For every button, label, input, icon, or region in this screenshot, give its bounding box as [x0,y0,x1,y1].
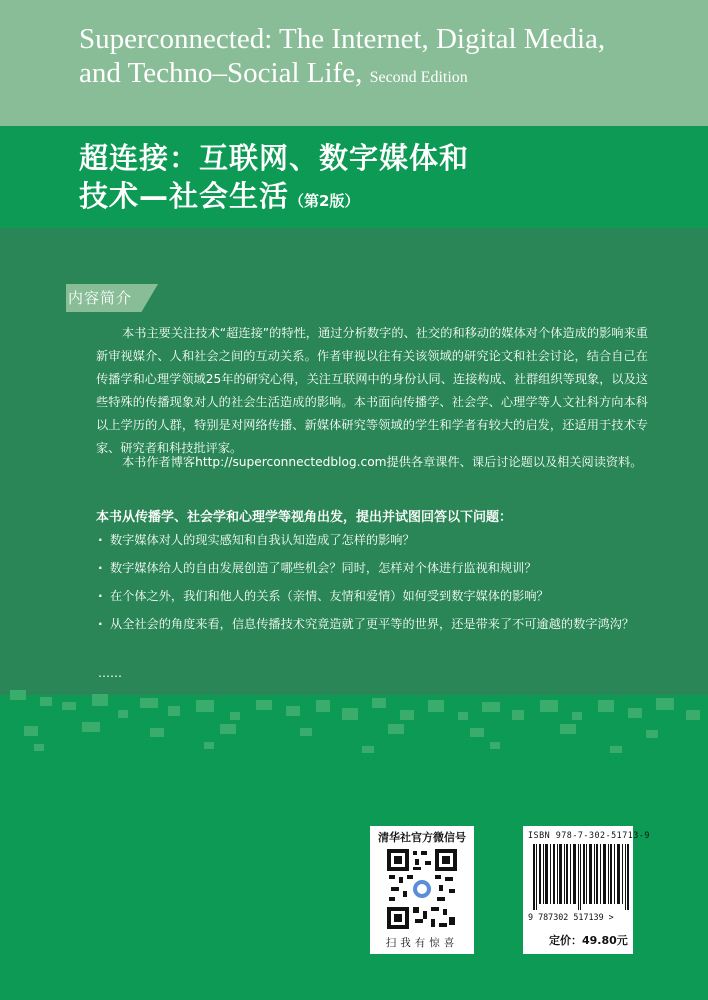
square-decoration [168,706,180,716]
square-decoration [300,728,312,736]
square-decoration [92,694,108,706]
square-decoration [140,698,158,708]
square-decoration [118,710,128,718]
question-item: · 数字媒体给人的自由发展创造了哪些机会？同时，怎样对个体进行监视和规训？ [96,556,648,580]
chinese-title-line2 [79,177,469,220]
square-decoration [230,712,240,720]
square-decoration [686,710,700,720]
english-edition: Second Edition [369,69,468,86]
square-decoration [82,722,100,732]
square-decoration [150,728,164,737]
qr-title: 清华社官方微信号 [378,831,466,844]
square-decoration [482,702,500,712]
square-decoration [34,744,44,751]
price-text: 定价：49.80元 [549,934,628,947]
square-decoration [490,742,500,749]
square-decoration [540,700,558,712]
question-item: · 在个体之外，我们和他人的关系（亲情、友情和爱情）如何受到数字媒体的影响？ [96,584,648,608]
english-title [79,22,699,95]
square-decoration [512,710,524,720]
square-decoration [388,724,404,734]
square-decoration [400,710,414,720]
square-decoration [204,742,214,749]
square-decoration [610,746,622,753]
square-decoration [372,698,386,708]
square-decoration [628,708,642,718]
square-decoration [256,700,272,710]
square-decoration [220,724,236,734]
english-title-line2-text: and Techno–Social Life, [79,57,363,89]
square-decoration [656,698,674,710]
square-decoration [40,697,52,706]
isbn-text: ISBN 978-7-302-51713-9 [528,830,650,840]
qr-caption: 扫我有惊喜 [385,937,459,949]
square-decoration [458,712,468,720]
square-decoration [598,700,614,712]
square-decoration [428,700,444,712]
questions-list [96,528,648,640]
square-decoration [10,690,26,700]
square-decoration [342,708,358,720]
barcode-icon [533,844,629,910]
chinese-title [79,139,469,220]
square-decoration [560,724,576,734]
square-decoration [62,702,76,710]
square-decoration [286,706,300,716]
chinese-edition: （第2版） [289,192,360,210]
intro-paragraph: 本书主要关注技术“超连接”的特性，通过分析数字的、社交的和移动的媒体对个体造成的影响来重新审视媒介、人和社会之间的互动关系。作者审视以往有关该领域的研究论文和社会讨论，结合自己在传播学和心理学领域25年的研究心得，关注互联网中的身份认同、连接构成、社群组织等现象，以及这些特殊的传播现象对人的社会生活造成的影响。本书面向传播学、社会学、心理学等人文社科方向本科以上学历的人群，特别是对网络传播、新媒体研究等领域的学生和学者有较大的启发，还适用于技术专家、研究者和科技批评家。 [96,326,648,455]
question-item: · 数字媒体对人的现实感知和自我认知造成了怎样的影响？ [96,528,648,552]
square-decoration [646,730,658,738]
english-title-line1: Superconnected: The Internet, Digital Media, [79,23,606,55]
square-decoration [24,726,38,736]
chinese-title-line1: 超连接：互联网、数字媒体和 [79,141,470,175]
section-label: 内容简介 [68,289,133,307]
english-title-line2 [79,56,699,95]
square-decoration [470,728,484,737]
chinese-title-line2-text: 技术—社会生活 [79,179,290,213]
questions-intro: 本书从传播学、社会学和心理学等视角出发，提出并试图回答以下问题： [96,510,513,525]
blog-paragraph: 本书作者博客http://superconnectedblog.com提供各章课件、课后讨论题以及相关阅读资料。 [122,455,643,469]
square-decoration [316,700,330,712]
qr-code-icon [387,849,457,929]
question-item: · 从全社会的角度来看，信息传播技术究竟造就了更平等的世界，还是带来了不可逾越的数字鸿沟？ [96,612,648,636]
square-decoration [362,746,374,753]
barcode-digits: 9 787302 517139 > [528,912,614,922]
ellipsis: …… [98,666,122,680]
square-decoration [572,712,582,720]
square-decoration [196,700,214,712]
